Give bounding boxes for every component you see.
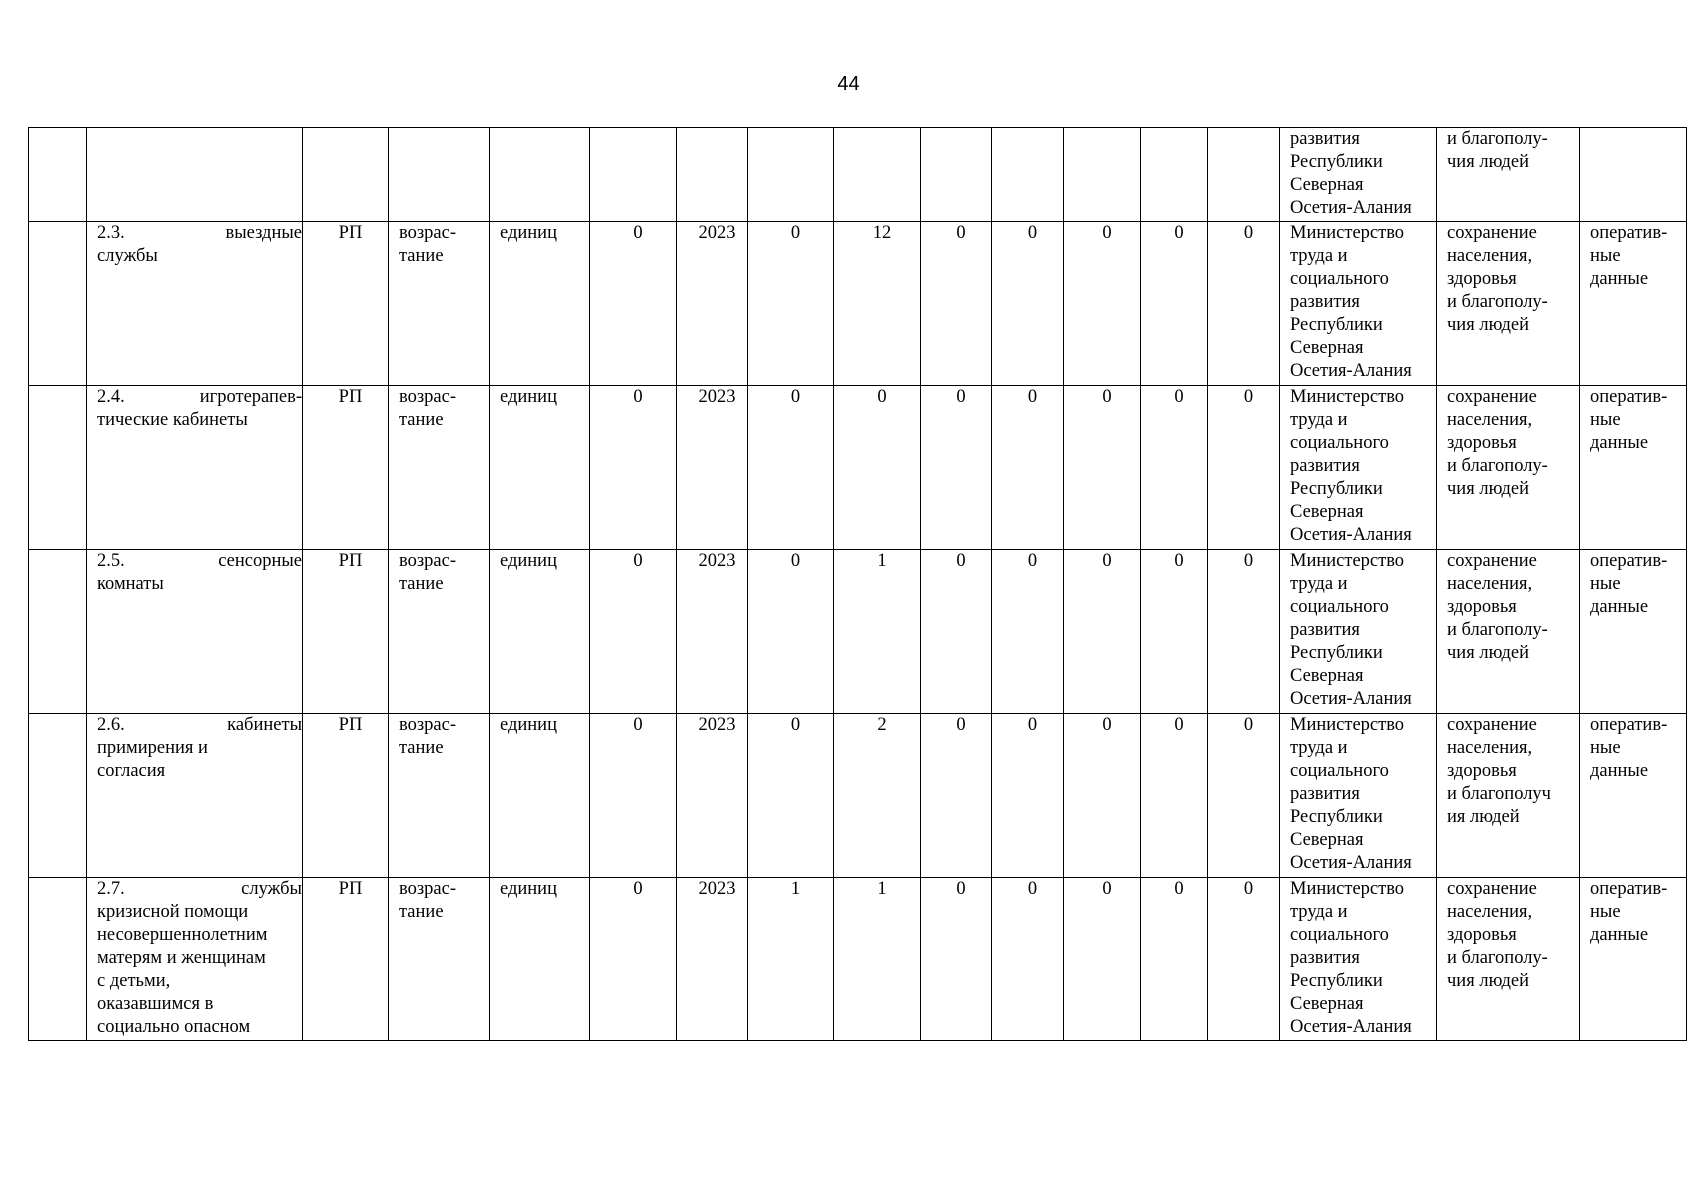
cell-source: оператив- ные данные	[1580, 386, 1687, 550]
cell-base-value: 0	[590, 714, 677, 878]
cell-empty	[1064, 128, 1141, 222]
cell-ministry: Министерство труда и социального развития Республики Северная Осетия-Алания	[1280, 222, 1437, 386]
cell-level: РП	[303, 550, 389, 714]
cell-value: 0	[921, 386, 992, 550]
cell-source: оператив- ные данные	[1580, 550, 1687, 714]
cell-value: 0	[1141, 550, 1208, 714]
cell-base-year: 2023	[677, 878, 748, 1041]
table-row-continued	[29, 128, 1687, 222]
cell-goal: сохранение населения, здоровья и благополу- чия людей	[1437, 550, 1580, 714]
cell-empty	[1580, 128, 1687, 222]
cell-unit: единиц	[490, 222, 590, 386]
cell-value: 0	[921, 222, 992, 386]
indicator-first-word: службы	[241, 879, 302, 899]
cell-value: 0	[992, 222, 1064, 386]
indicator-number: 2.7.	[97, 879, 125, 899]
indicator-number: 2.3.	[97, 223, 125, 243]
cell-source: оператив- ные данные	[1580, 222, 1687, 386]
cell-level: РП	[303, 386, 389, 550]
cell-empty	[590, 128, 677, 222]
cell-goal: сохранение населения, здоровья и благополу- чия людей	[1437, 222, 1580, 386]
table-row	[29, 386, 1687, 550]
cell-goal: сохранение населения, здоровья и благополуч ия людей	[1437, 714, 1580, 878]
cell-empty	[992, 128, 1064, 222]
cell-value: 0	[1064, 550, 1141, 714]
indicator-name-rest: примирения и согласия	[97, 738, 208, 781]
cell-value: 1	[748, 878, 834, 1041]
cell-value: 1	[834, 550, 921, 714]
cell-base-value: 0	[590, 222, 677, 386]
cell-value: 0	[1208, 222, 1280, 386]
indicator-first-word: кабинеты	[227, 715, 302, 735]
cell-ministry: развития Республики Северная Осетия-Алания	[1280, 128, 1437, 222]
cell-goal: сохранение населения, здоровья и благополу- чия людей	[1437, 878, 1580, 1041]
cell-empty	[1141, 128, 1208, 222]
cell-indicator-name	[87, 878, 303, 1041]
cell-base-value: 0	[590, 386, 677, 550]
cell-empty	[677, 128, 748, 222]
cell-empty	[87, 128, 303, 222]
cell-value: 0	[1064, 386, 1141, 550]
cell-value: 0	[992, 550, 1064, 714]
cell-unit: единиц	[490, 714, 590, 878]
cell-indicator-name	[87, 714, 303, 878]
cell-value: 0	[1141, 878, 1208, 1041]
cell-ministry: Министерство труда и социального развития Республики Северная Осетия-Алания	[1280, 714, 1437, 878]
cell-empty	[29, 222, 87, 386]
cell-base-value: 0	[590, 878, 677, 1041]
cell-trend: возрас- тание	[389, 222, 490, 386]
cell-ministry: Министерство труда и социального развития Республики Северная Осетия-Алания	[1280, 550, 1437, 714]
cell-unit: единиц	[490, 878, 590, 1041]
cell-base-year: 2023	[677, 550, 748, 714]
cell-value: 0	[1141, 386, 1208, 550]
cell-ministry: Министерство труда и социального развития Республики Северная Осетия-Алания	[1280, 878, 1437, 1041]
indicator-name-rest: кризисной помощи несовершеннолетним матерям и женщинам с детьми, оказавшимся в социально опасном	[97, 902, 268, 1037]
cell-empty	[29, 386, 87, 550]
cell-value: 0	[992, 714, 1064, 878]
cell-empty	[303, 128, 389, 222]
indicator-name-rest: службы	[97, 246, 158, 266]
table-row	[29, 714, 1687, 878]
page-number: 44	[837, 73, 860, 95]
cell-value: 0	[921, 714, 992, 878]
cell-goal: сохранение населения, здоровья и благополу- чия людей	[1437, 386, 1580, 550]
cell-value: 0	[1208, 878, 1280, 1041]
cell-trend: возрас- тание	[389, 714, 490, 878]
cell-indicator-name	[87, 550, 303, 714]
indicator-name-rest: комнаты	[97, 574, 164, 594]
cell-empty	[921, 128, 992, 222]
cell-empty	[1208, 128, 1280, 222]
cell-value: 0	[1141, 714, 1208, 878]
cell-empty	[29, 878, 87, 1041]
cell-empty	[490, 128, 590, 222]
cell-empty	[834, 128, 921, 222]
cell-empty	[748, 128, 834, 222]
cell-value: 0	[748, 222, 834, 386]
indicator-name-rest: тические кабинеты	[97, 410, 248, 430]
cell-empty	[29, 128, 87, 222]
cell-value: 0	[1064, 714, 1141, 878]
cell-base-year: 2023	[677, 386, 748, 550]
cell-value: 0	[921, 550, 992, 714]
cell-empty	[389, 128, 490, 222]
indicator-number: 2.6.	[97, 715, 125, 735]
table-row	[29, 550, 1687, 714]
cell-value: 12	[834, 222, 921, 386]
indicators-table	[28, 127, 1687, 1041]
cell-trend: возрас- тание	[389, 550, 490, 714]
cell-base-year: 2023	[677, 714, 748, 878]
cell-value: 0	[1064, 878, 1141, 1041]
cell-indicator-name	[87, 386, 303, 550]
cell-value: 0	[1064, 222, 1141, 386]
indicator-number: 2.4.	[97, 387, 125, 407]
cell-source: оператив- ные данные	[1580, 714, 1687, 878]
cell-trend: возрас- тание	[389, 878, 490, 1041]
cell-empty	[29, 714, 87, 878]
indicator-first-word: сенсорные	[218, 551, 302, 571]
cell-value: 0	[1208, 714, 1280, 878]
cell-value: 0	[921, 878, 992, 1041]
indicator-first-word: игротерапев-	[199, 387, 302, 407]
cell-value: 0	[992, 878, 1064, 1041]
cell-level: РП	[303, 222, 389, 386]
cell-indicator-name	[87, 222, 303, 386]
cell-value: 0	[748, 714, 834, 878]
cell-value: 0	[748, 386, 834, 550]
indicator-first-word: выездные	[225, 223, 302, 243]
cell-value: 0	[748, 550, 834, 714]
cell-empty	[29, 550, 87, 714]
cell-base-value: 0	[590, 550, 677, 714]
cell-trend: возрас- тание	[389, 386, 490, 550]
table-row	[29, 222, 1687, 386]
indicator-number: 2.5.	[97, 551, 125, 571]
cell-base-year: 2023	[677, 222, 748, 386]
cell-value: 0	[1141, 222, 1208, 386]
cell-unit: единиц	[490, 550, 590, 714]
cell-value: 0	[1208, 550, 1280, 714]
cell-source: оператив- ные данные	[1580, 878, 1687, 1041]
cell-goal: и благополу- чия людей	[1437, 128, 1580, 222]
cell-value: 0	[834, 386, 921, 550]
cell-ministry: Министерство труда и социального развития Республики Северная Осетия-Алания	[1280, 386, 1437, 550]
cell-value: 0	[992, 386, 1064, 550]
cell-unit: единиц	[490, 386, 590, 550]
cell-level: РП	[303, 714, 389, 878]
cell-value: 2	[834, 714, 921, 878]
cell-value: 0	[1208, 386, 1280, 550]
cell-level: РП	[303, 878, 389, 1041]
table-row	[29, 878, 1687, 1041]
cell-value: 1	[834, 878, 921, 1041]
